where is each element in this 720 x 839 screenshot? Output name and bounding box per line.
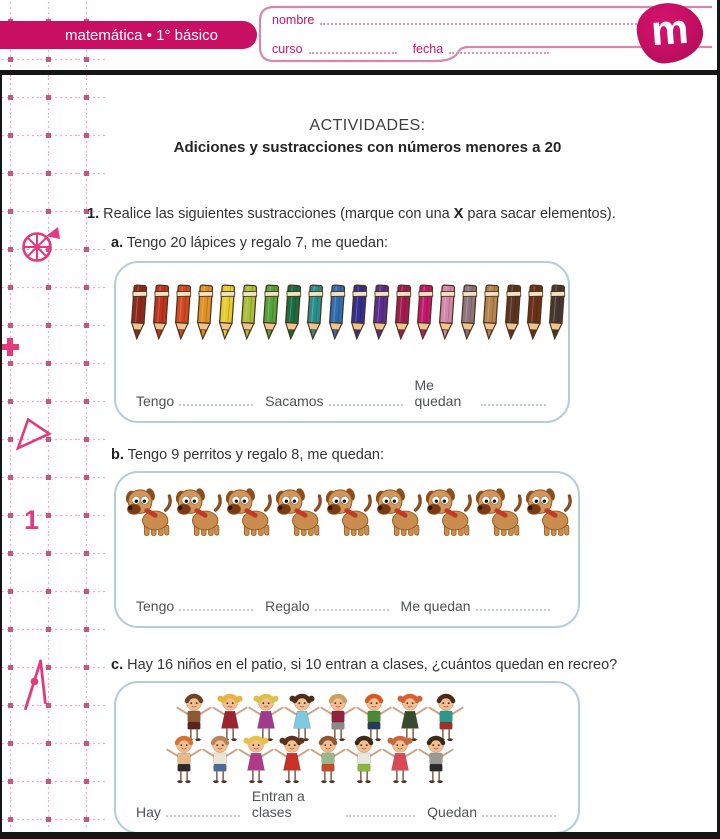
answer-label: Tengo <box>136 393 175 409</box>
child-figure <box>238 733 274 788</box>
puppy-icon <box>526 485 575 539</box>
answer-blank-line <box>166 815 240 817</box>
pencil-icon <box>302 282 327 343</box>
answer-label: Quedan <box>427 804 477 820</box>
puppy-icon <box>376 485 425 539</box>
instruction-text-end: para sacar elementos). <box>463 206 616 222</box>
answer-label: Sacamos <box>265 393 324 409</box>
item-b-letter: b. <box>111 447 124 463</box>
answer-label: Entran a clases <box>251 788 305 820</box>
item-b-text: Tengo 9 perritos y regalo 8, me quedan: <box>127 447 384 463</box>
answer-blank-line <box>482 815 556 817</box>
name-blank-line <box>320 23 656 25</box>
activity-box-puppies <box>114 471 580 628</box>
item-c-prompt <box>111 657 617 673</box>
answer-blank-group <box>136 393 253 409</box>
subject-banner <box>0 21 257 49</box>
instruction-text: Realice las siguientes sustracciones (marque con una <box>103 206 454 222</box>
triangle-icon <box>13 415 53 451</box>
child-figure <box>310 733 346 788</box>
puppy-icon <box>476 485 525 539</box>
item-a-prompt <box>111 235 388 251</box>
pencil-icon <box>412 282 437 343</box>
answer-labels-c <box>136 788 568 820</box>
puppy-icon <box>326 485 375 539</box>
answer-blank-line <box>481 404 546 406</box>
brand-logo-letter: m <box>649 4 691 55</box>
pencil-icon <box>126 282 151 343</box>
answer-blank-group <box>415 377 546 409</box>
pencil-icon <box>500 282 525 343</box>
name-field-label: nombre <box>272 13 315 27</box>
answer-label: Regalo <box>265 598 310 614</box>
pencil-icon <box>258 282 283 343</box>
item-c-text: Hay 16 niños en el patio, si 10 entran a clases, ¿cuántos quedan en recreo? <box>127 657 618 673</box>
answer-blank-line <box>476 609 550 611</box>
course-date-fields <box>272 42 549 56</box>
pencil-icon <box>324 282 349 343</box>
course-blank-line <box>309 52 397 54</box>
answer-label: Tengo <box>136 598 175 614</box>
item-a-letter: a. <box>111 235 124 251</box>
answer-blank-group <box>136 598 253 614</box>
child-figure <box>346 733 382 788</box>
date-field-label: fecha <box>412 42 444 56</box>
pencil-icon <box>544 282 569 343</box>
answer-blank-group <box>252 788 415 820</box>
puppy-icon <box>126 485 175 539</box>
answer-label: Me quedan <box>400 598 471 614</box>
answer-blank-line <box>346 815 415 817</box>
answer-blank-group <box>265 598 388 614</box>
puppy-row <box>126 485 575 539</box>
puppy-icon <box>426 485 475 539</box>
answer-blank-line <box>315 609 389 611</box>
plus-icon <box>0 337 20 357</box>
exercise-number: 1. <box>87 206 100 222</box>
course-field-label: curso <box>272 42 303 56</box>
answer-blank-group <box>136 804 240 820</box>
child-figure <box>202 733 238 788</box>
children-row-bottom <box>166 733 454 788</box>
pencil-icon <box>434 282 459 343</box>
pencil-icon <box>346 282 371 343</box>
answer-label: Me quedan <box>414 377 462 409</box>
pencil-icon <box>192 282 217 343</box>
date-blank-line <box>449 52 549 54</box>
answer-blank-group <box>265 393 402 409</box>
pencil-icon <box>456 282 481 343</box>
answer-blank-line <box>179 404 253 406</box>
activity-box-pencils <box>114 261 570 423</box>
scan-edge-left <box>0 70 2 839</box>
exercise-1-instruction <box>87 206 616 222</box>
pencil-icon <box>368 282 393 343</box>
pencil-icon <box>148 282 173 343</box>
pencil-icon <box>236 282 261 343</box>
answer-blank-group <box>427 804 556 820</box>
child-figure <box>166 733 202 788</box>
margin-number: 1 <box>24 505 40 535</box>
pencil-icon <box>522 282 547 343</box>
scan-edge-top <box>0 70 720 75</box>
puppy-icon <box>226 485 275 539</box>
child-figure <box>418 733 454 788</box>
answer-labels-b <box>136 598 568 614</box>
pencil-icon <box>390 282 415 343</box>
answer-blank-line <box>179 609 253 611</box>
puppy-icon <box>176 485 225 539</box>
scan-edge-bottom <box>0 832 720 839</box>
subject-banner-label: matemática • 1° básico <box>65 26 218 44</box>
pencil-icon <box>214 282 239 343</box>
answer-label: Hay <box>136 804 161 820</box>
answer-blank-line <box>329 404 403 406</box>
pencil-icon <box>478 282 503 343</box>
pencil-icon <box>280 282 305 343</box>
pencil-row <box>128 283 567 343</box>
name-field <box>272 13 656 27</box>
activity-box-children <box>114 681 580 834</box>
item-a-text: Tengo 20 lápices y regalo 7, me quedan: <box>126 235 389 251</box>
puppy-icon <box>276 485 325 539</box>
child-figure <box>274 733 310 788</box>
item-c-letter: c. <box>111 657 124 673</box>
pie-chart-icon <box>18 224 62 266</box>
item-b-prompt <box>111 447 384 463</box>
compass-icon <box>20 656 58 716</box>
pencil-icon <box>170 282 195 343</box>
activities-title: ACTIVIDADES: <box>309 117 426 134</box>
worksheet-subtitle: Adiciones y sustracciones con números menores a 20 <box>173 139 562 156</box>
instruction-bold-x: X <box>453 206 464 222</box>
child-figure <box>382 733 418 788</box>
answer-labels-a <box>136 377 558 409</box>
answer-blank-group <box>401 598 550 614</box>
